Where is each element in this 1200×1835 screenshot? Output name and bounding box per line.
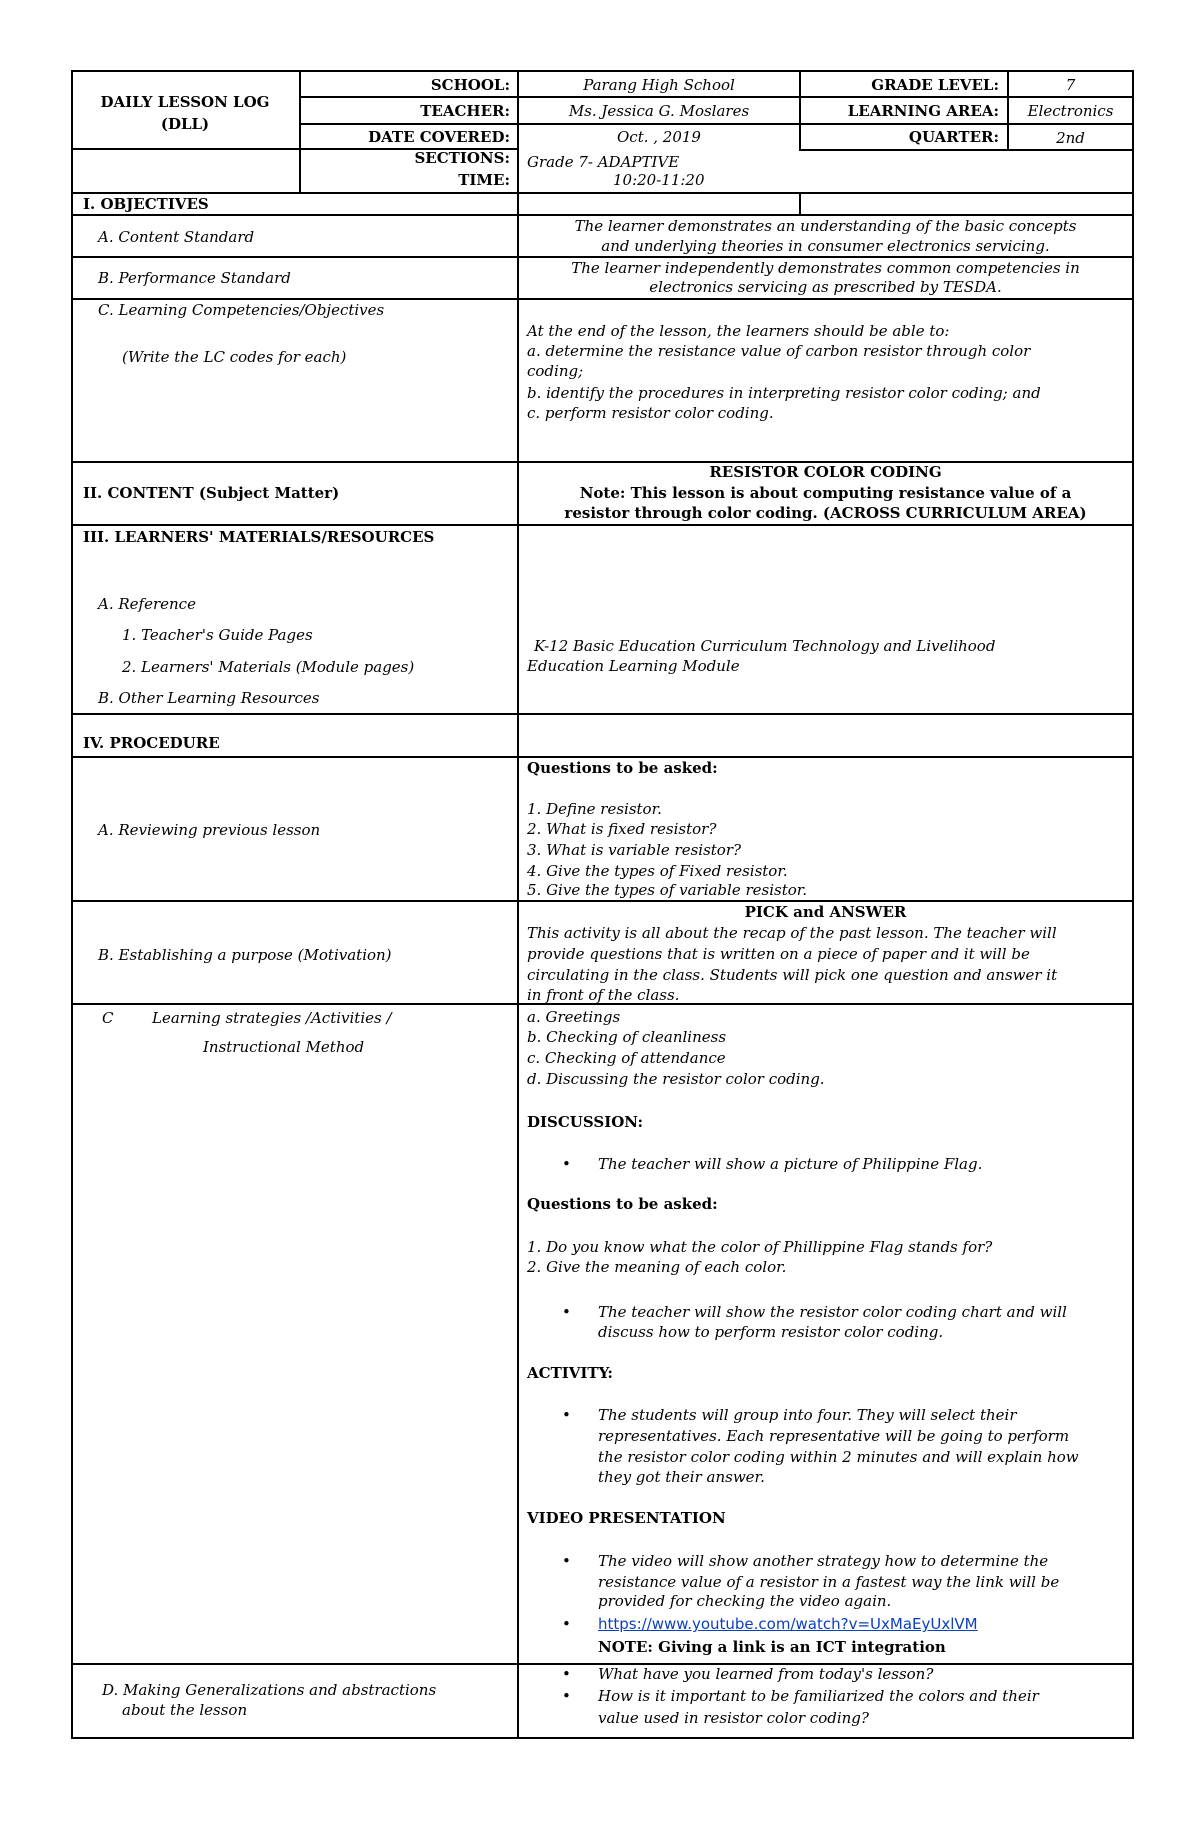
grade-level-value: 7: [1065, 76, 1076, 94]
date-covered-label: DATE COVERED:: [368, 128, 510, 146]
video-link-item: [598, 1614, 978, 1634]
discussion-bullet: • The teacher will show a picture of Philippine Flag.: [598, 1154, 982, 1174]
strategies-label-line-2: Instructional Method: [203, 1038, 365, 1056]
routine-item: c. Checking of attendance: [527, 1049, 726, 1067]
time-label: TIME:: [458, 171, 510, 189]
sections-value: Grade 7- ADAPTIVE: [527, 153, 680, 171]
lesson-note-line-1: Note: This lesson is about computing resistance value of a: [579, 484, 1072, 502]
school-value: Parang High School: [583, 76, 735, 94]
generalization-question: • How is it important to be familiarized the colors and their: [598, 1686, 1039, 1706]
review-question: 5. Give the types of variable resistor.: [527, 881, 808, 899]
content-standard-label: A. Content Standard: [98, 228, 255, 246]
teacher-label: TEACHER:: [420, 102, 510, 120]
content-standard-line-1: The learner demonstrates an understanding of the basic concepts: [574, 217, 1077, 235]
questions-heading: Questions to be asked:: [527, 759, 718, 777]
learning-area-value: Electronics: [1027, 102, 1114, 120]
motivation-text: in front of the class.: [527, 986, 680, 1004]
reviewing-label: A. Reviewing previous lesson: [98, 821, 321, 839]
materials-value-line-1: K-12 Basic Education Curriculum Technology and Livelihood: [534, 637, 996, 655]
video-text: provided for checking the video again.: [598, 1592, 892, 1610]
ict-note: NOTE: Giving a link is an ICT integration: [598, 1638, 946, 1656]
motivation-label: B. Establishing a purpose (Motivation): [98, 946, 392, 964]
competency-item: c. perform resistor color coding.: [527, 404, 774, 422]
date-covered-value: Oct. , 2019: [617, 128, 701, 146]
teacher-value: Ms. Jessica G. Moslares: [568, 102, 750, 120]
competencies-intro: At the end of the lesson, the learners should be able to:: [527, 322, 950, 340]
teachers-guide-label: 1. Teacher's Guide Pages: [122, 626, 313, 644]
video-text: • The video will show another strategy how to determine the: [598, 1551, 1048, 1571]
video-text: resistance value of a resistor in a fastest way the link will be: [598, 1573, 1060, 1591]
discussion-question: 1. Do you know what the color of Phillippine Flag stands for?: [527, 1238, 993, 1256]
quarter-label: QUARTER:: [908, 128, 999, 146]
routine-item: b. Checking of cleanliness: [527, 1028, 727, 1046]
lesson-note-line-2: resistor through color coding. (ACROSS CURRICULUM AREA): [564, 504, 1087, 522]
video-heading: VIDEO PRESENTATION: [527, 1509, 726, 1527]
quarter-value: 2nd: [1056, 129, 1085, 147]
content-label: II. CONTENT (Subject Matter): [83, 484, 340, 502]
objectives-heading: I. OBJECTIVES: [83, 195, 209, 213]
generalization-question-cont: value used in resistor color coding?: [598, 1709, 869, 1727]
reference-label: A. Reference: [98, 595, 196, 613]
activity-text: representatives. Each representative will be going to perform: [598, 1427, 1070, 1445]
discussion-question: 2. Give the meaning of each color.: [527, 1258, 787, 1276]
review-question: 1. Define resistor.: [527, 800, 662, 818]
review-question: 2. What is fixed resistor?: [527, 820, 717, 838]
grade-level-label: GRADE LEVEL:: [871, 76, 999, 94]
competency-item: a. determine the resistance value of carbon resistor through color: [527, 342, 1031, 360]
competencies-note: (Write the LC codes for each): [122, 348, 347, 366]
sections-label: SECTIONS:: [414, 149, 510, 167]
video-link[interactable]: https://www.youtube.com/watch?v=UxMaEyUxlVM: [598, 1615, 978, 1633]
motivation-text: circulating in the class. Students will pick one question and answer it: [527, 966, 1058, 984]
performance-standard-line-1: The learner independently demonstrates common competencies in: [571, 259, 1080, 277]
performance-standard-label: B. Performance Standard: [98, 269, 291, 287]
log-title-abbrev: (DLL): [160, 115, 210, 133]
activity-text: they got their answer.: [598, 1468, 765, 1486]
discussion-heading: DISCUSSION:: [527, 1113, 644, 1131]
generalization-question: • What have you learned from today's lesson?: [598, 1664, 933, 1684]
competency-item: b. identify the procedures in interpreting resistor color coding; and: [527, 384, 1041, 402]
chart-bullet-line-1: • The teacher will show the resistor color coding chart and will: [598, 1302, 1067, 1322]
motivation-text: provide questions that is written on a piece of paper and it will be: [527, 945, 1030, 963]
activity-text: the resistor color coding within 2 minutes and will explain how: [598, 1448, 1079, 1466]
generalization-label-line-1: D. Making Generalizations and abstractions: [102, 1681, 437, 1699]
lesson-title: RESISTOR COLOR CODING: [709, 463, 942, 481]
motivation-text: This activity is all about the recap of the past lesson. The teacher will: [527, 924, 1057, 942]
routine-item: d. Discussing the resistor color coding.: [527, 1070, 825, 1088]
learning-area-label: LEARNING AREA:: [847, 102, 999, 120]
competency-item: coding;: [527, 362, 584, 380]
review-question: 3. What is variable resistor?: [527, 841, 742, 859]
learners-materials-label: 2. Learners' Materials (Module pages): [122, 658, 415, 676]
activity-heading: ACTIVITY:: [527, 1364, 613, 1382]
content-standard-line-2: and underlying theories in consumer electronics servicing.: [601, 237, 1050, 255]
chart-bullet-line-2: discuss how to perform resistor color coding.: [598, 1323, 944, 1341]
review-question: 4. Give the types of Fixed resistor.: [527, 862, 788, 880]
materials-heading: III. LEARNERS' MATERIALS/RESOURCES: [83, 528, 435, 546]
log-title: DAILY LESSON LOG: [100, 93, 270, 111]
other-resources-label: B. Other Learning Resources: [98, 689, 320, 707]
strategies-label-letter: C: [102, 1009, 114, 1027]
procedure-heading: IV. PROCEDURE: [83, 734, 220, 752]
competencies-label: C. Learning Competencies/Objectives: [98, 301, 385, 319]
motivation-title: PICK and ANSWER: [744, 903, 907, 921]
routine-item: a. Greetings: [527, 1008, 621, 1026]
strategies-label-line-1: Learning strategies /Activities /: [152, 1009, 392, 1027]
questions-heading: Questions to be asked:: [527, 1195, 718, 1213]
generalization-label-line-2: about the lesson: [122, 1701, 248, 1719]
school-label: SCHOOL:: [430, 76, 510, 94]
activity-text: • The students will group into four. They will select their: [598, 1405, 1017, 1425]
performance-standard-line-2: electronics servicing as prescribed by TESDA.: [649, 278, 1002, 296]
materials-value-line-2: Education Learning Module: [527, 657, 740, 675]
time-value: 10:20-11:20: [613, 171, 705, 189]
